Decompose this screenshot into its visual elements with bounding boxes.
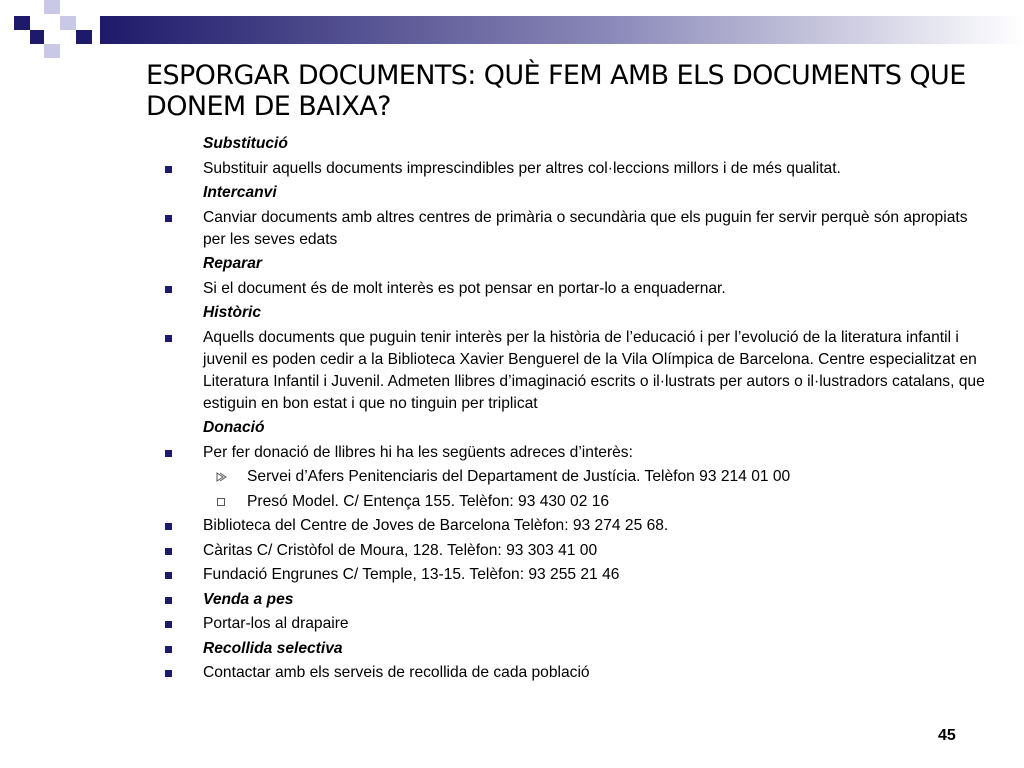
square-bullet-icon: [165, 215, 172, 222]
deco-square-light-2: [60, 16, 76, 30]
deco-square-dark-2: [30, 30, 44, 44]
square-bullet-icon: [165, 670, 172, 677]
list-item: [0, 158, 993, 180]
list-item: [0, 613, 993, 635]
square-bullet-icon: [165, 166, 172, 173]
item-text: Canviar documents amb altres centres de primària o secundària que els puguin fer servir perquè són apropiats per les seves edats: [203, 208, 968, 248]
square-bullet-icon: [165, 572, 172, 579]
item-text: Biblioteca del Centre de Joves de Barcelona Telèfon: 93 274 25 68.: [203, 517, 669, 534]
header-decoration: [0, 0, 1024, 60]
arrow-bullet-icon: [216, 472, 228, 482]
item-text: Per fer donació de llibres hi ha les següents adreces d’interès:: [203, 443, 633, 461]
item-text: Presó Model. C/ Entença 155. Telèfon: 93 430 02 16: [247, 492, 610, 510]
page-number: 45: [938, 727, 956, 744]
list-item-heading-venda: [0, 589, 993, 611]
heading-reparar: Reparar: [203, 255, 262, 272]
list-item: [0, 327, 993, 415]
heading-intercanvi: Intercanvi: [203, 184, 277, 201]
hollow-square-bullet-icon: [217, 498, 225, 506]
square-bullet-icon: [165, 597, 172, 604]
square-bullet-icon: [165, 646, 172, 653]
heading-historic: Històric: [203, 304, 262, 321]
list-item: [0, 662, 993, 684]
list-item: [0, 540, 993, 562]
list-item: [0, 515, 993, 537]
item-text: Si el document és de molt interès es pot pensar en portar-lo a enquadernar.: [203, 279, 726, 297]
deco-square-light-3: [44, 44, 60, 58]
deco-square-dark-1: [14, 16, 30, 30]
list-item: [0, 564, 993, 586]
heading-donacio: Donació: [203, 419, 265, 436]
header-gradient-band: [100, 16, 1024, 44]
item-text: Contactar amb els serveis de recollida de cada població: [203, 664, 590, 681]
square-bullet-icon: [165, 335, 172, 342]
item-text: Portar-los al drapaire: [203, 615, 349, 632]
item-text: Aquells documents que puguin tenir interès per la història de l’educació i per l’evolució de la literatura infantil i juvenil es poden cedir a la Biblioteca Xavier Benguerel de la Vila Olímpica de Barcelona. Centre especialitzat en Literatura Infantil i Juvenil. Admeten llibres d’imaginació escrits o il·lustrats per autors o il·lustradors catalans, que estiguin en bon estat i que no tinguin per triplicat: [203, 328, 985, 412]
list-item-heading-recollida: [0, 638, 993, 660]
item-text: Servei d’Afers Penitenciaris del Departament de Justícia. Telèfon 93 214 01 00: [247, 468, 791, 485]
slide-title: ESPORGAR DOCUMENTS: QUÈ FEM AMB ELS DOCUMENTS QUE DONEM DE BAIXA?: [146, 60, 966, 122]
heading-substitucio: Substitució: [203, 135, 288, 152]
sub-list-item: [0, 466, 987, 488]
item-text: Recollida selectiva: [203, 639, 343, 657]
list-item: [0, 278, 993, 300]
item-text: Substituir aquells documents imprescindibles per altres col·leccions millors i de més qualitat.: [203, 159, 841, 177]
slide-body: [0, 133, 1024, 687]
square-bullet-icon: [165, 548, 172, 555]
item-text: Fundació Engrunes C/ Temple, 13-15. Telèfon: 93 255 21 46: [203, 566, 620, 583]
square-bullet-icon: [165, 450, 172, 457]
list-item: [0, 207, 993, 251]
list-item: [0, 442, 993, 464]
deco-square-light-1: [44, 0, 60, 14]
deco-square-dark-3: [76, 30, 92, 44]
square-bullet-icon: [165, 523, 172, 530]
sub-list-item: [0, 491, 987, 513]
item-text: Càritas C/ Cristòfol de Moura, 128. Telèfon: 93 303 41 00: [203, 541, 598, 559]
square-bullet-icon: [165, 286, 172, 293]
item-text: Venda a pes: [203, 590, 294, 608]
square-bullet-icon: [165, 621, 172, 628]
